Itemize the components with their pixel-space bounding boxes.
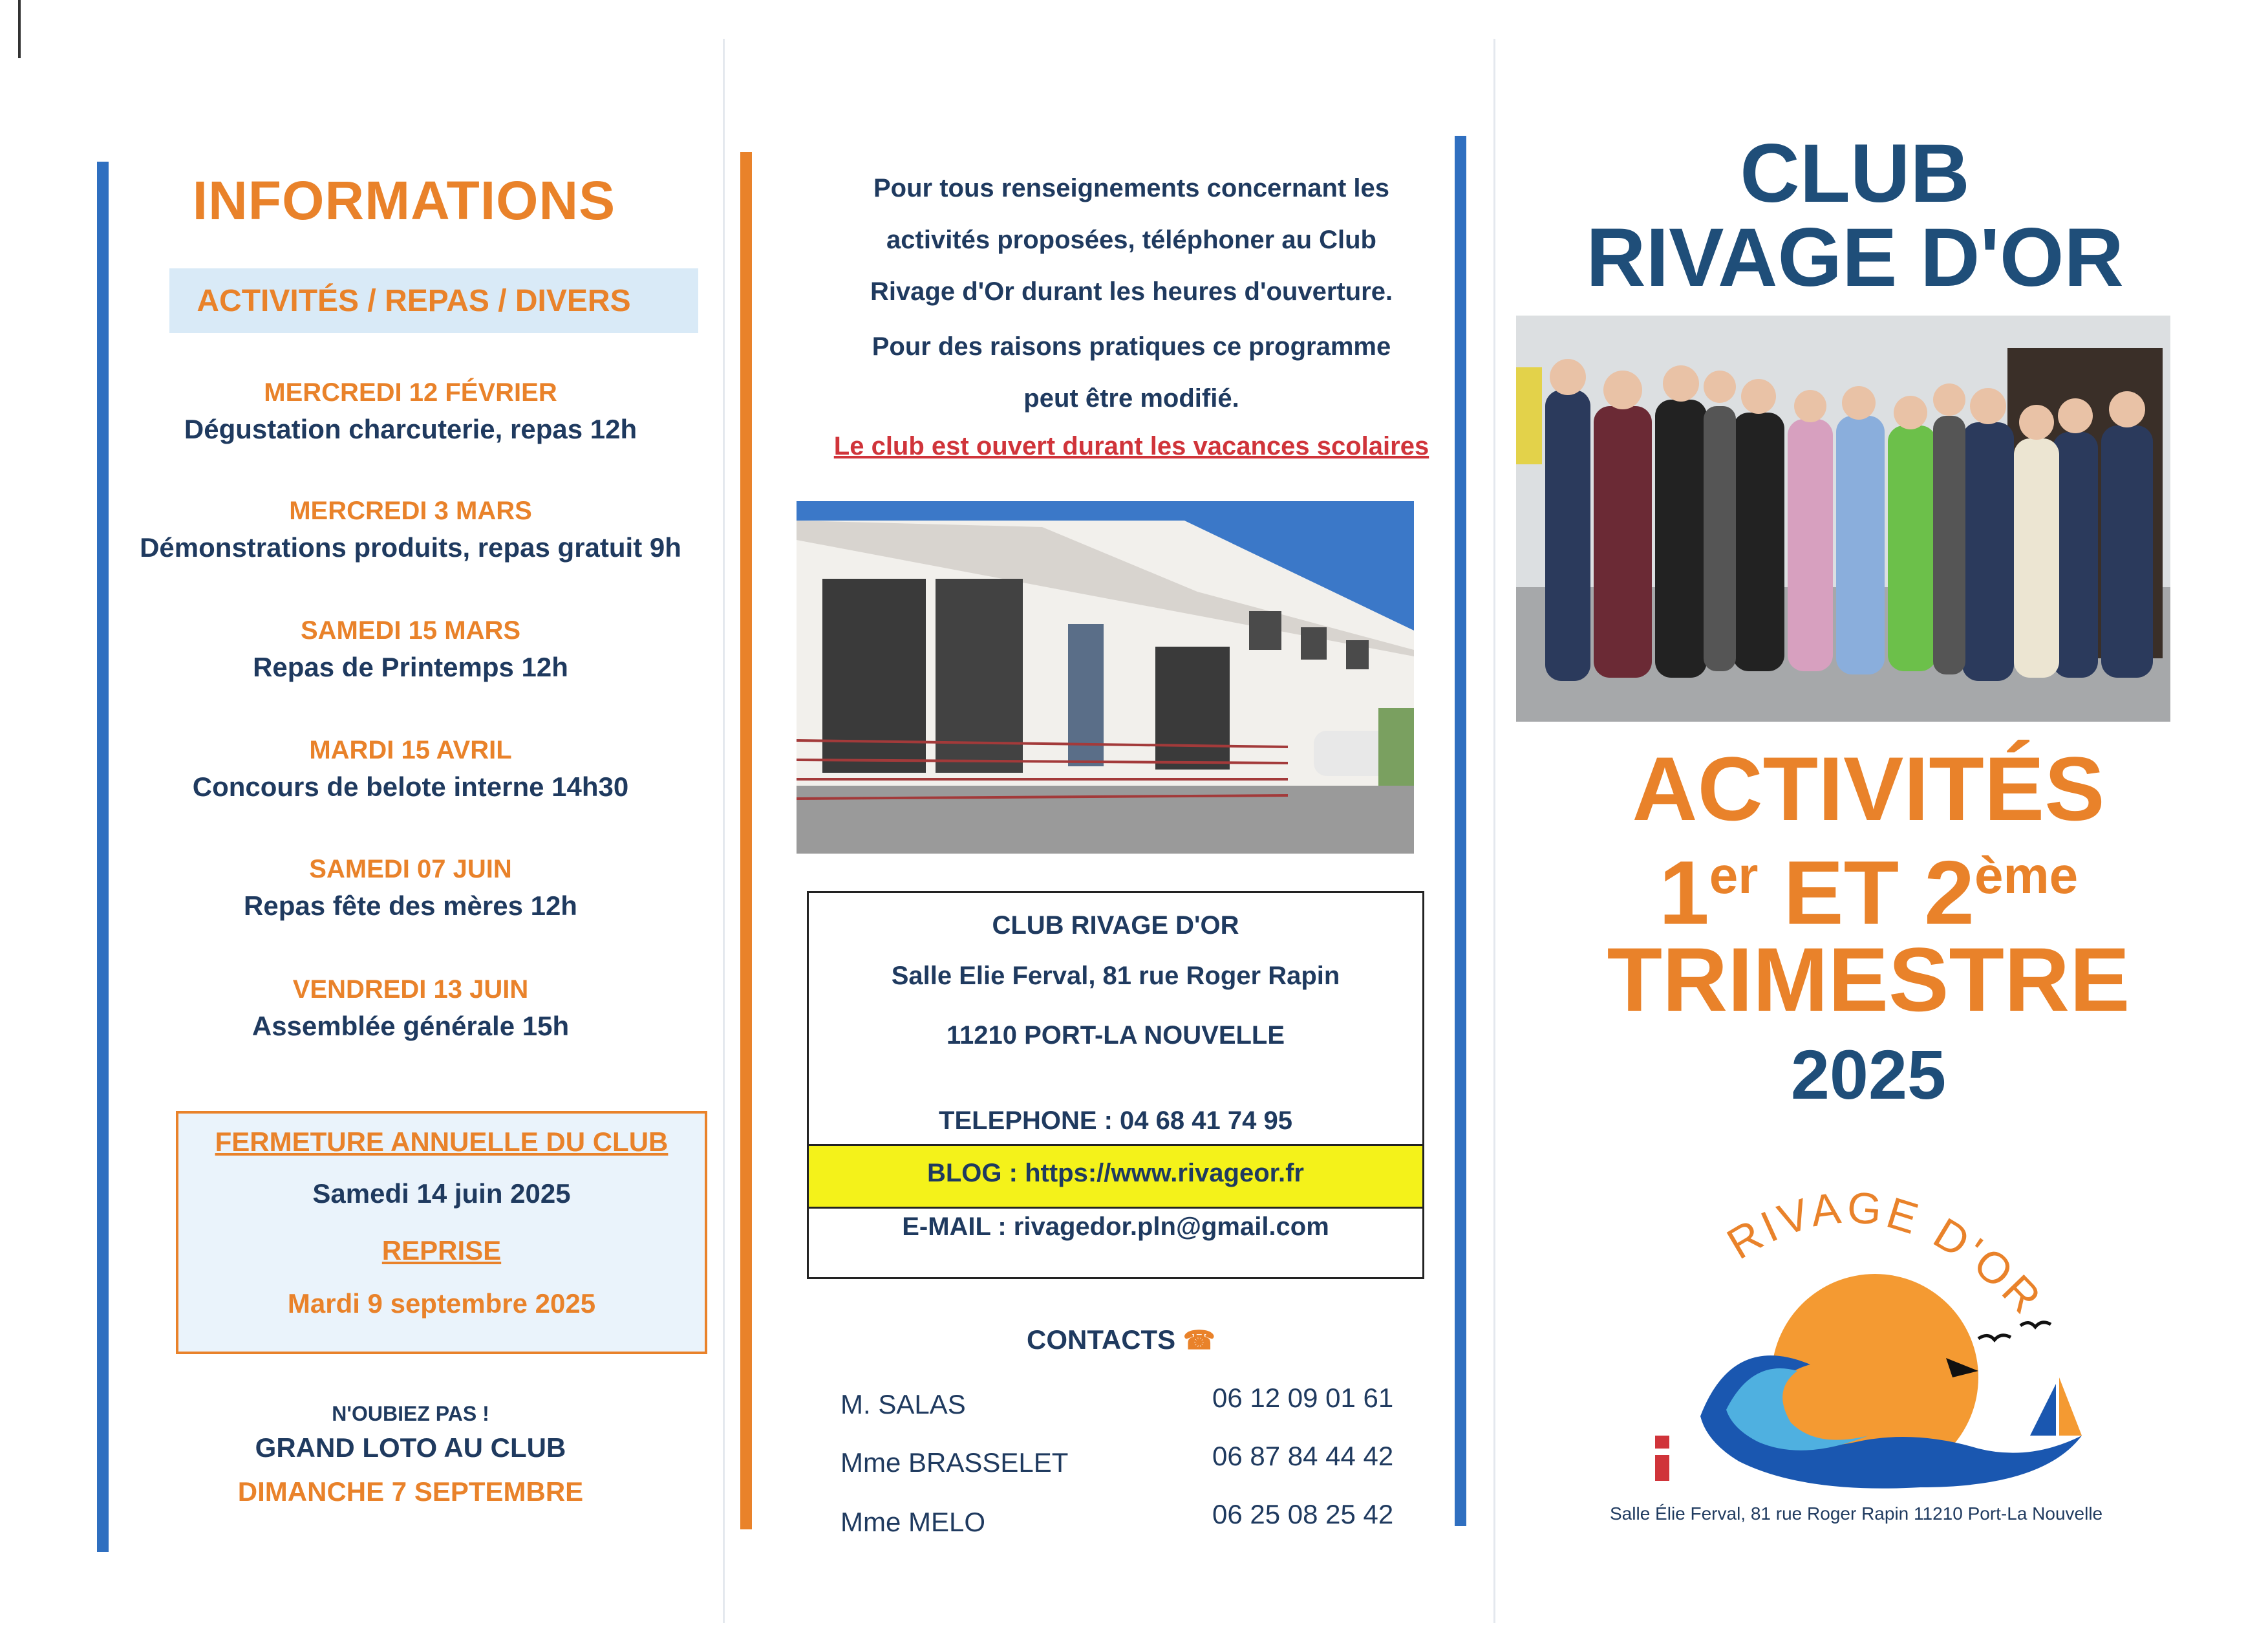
event-desc: Assemblée générale 15h	[251, 1011, 570, 1041]
contact-address: Salle Elie Ferval, 81 rue Roger Rapin	[891, 962, 1340, 990]
building-illustration	[797, 501, 1414, 854]
activities-title-line3: TRIMESTRE	[1607, 928, 2130, 1030]
club-building-photo	[797, 501, 1414, 854]
telephone-icon: ☎	[1182, 1326, 1215, 1355]
contact-name: M. SALAS	[840, 1389, 966, 1419]
quarter-suffix-2: ème	[1974, 846, 2079, 904]
info-line: Pour tous renseignements concernant les	[873, 174, 1389, 202]
contact-city: 11210 PORT-LA NOUVELLE	[946, 1021, 1285, 1050]
club-contact-box	[807, 891, 1424, 1279]
program-line: peut être modifié.	[1023, 384, 1239, 413]
contact-phone: TELEPHONE : 04 68 41 74 95	[939, 1106, 1292, 1135]
event-date: MERCREDI 3 MARS	[289, 497, 532, 525]
contact-phone-number: 06 12 09 01 61	[1212, 1383, 1394, 1413]
club-title-line2: RIVAGE D'OR	[1586, 211, 2124, 304]
club-title-line1: CLUB	[1740, 127, 1970, 220]
contact-blog-link[interactable]: BLOG : https://www.rivageor.fr	[926, 1159, 1304, 1187]
reminder-date: DIMANCHE 7 SEPTEMBRE	[237, 1476, 584, 1507]
right-blue-bar	[1455, 136, 1466, 1526]
event-desc: Concours de belote interne 14h30	[192, 771, 629, 802]
event-desc: Repas fête des mères 12h	[244, 890, 577, 921]
members-group-photo	[1516, 316, 2170, 722]
reprise-date: Mardi 9 septembre 2025	[287, 1288, 596, 1319]
group-illustration	[1516, 316, 2170, 722]
rivage-dor-logo	[1642, 1164, 2095, 1500]
club-address-footer: Salle Élie Ferval, 81 rue Roger Rapin 11210 Port-La Nouvelle	[1610, 1503, 2103, 1524]
reminder-loto: GRAND LOTO AU CLUB	[255, 1432, 566, 1463]
fold-line-1	[723, 39, 725, 1623]
year-title: 2025	[1790, 1035, 1947, 1114]
program-line: Pour des raisons pratiques ce programme	[872, 332, 1391, 361]
contact-phone-number: 06 25 08 25 42	[1212, 1499, 1394, 1529]
scan-edge	[18, 0, 21, 58]
logo-illustration	[1642, 1164, 2095, 1500]
quarter-number-2: 2	[1924, 841, 1974, 943]
annual-closing-box	[176, 1111, 707, 1354]
activities-title-line1: ACTIVITÉS	[1632, 738, 2105, 839]
contact-phone-number: 06 87 84 44 42	[1212, 1441, 1394, 1471]
quarter-suffix-1: er	[1709, 846, 1759, 904]
and-word: ET	[1783, 841, 1899, 943]
contact-email[interactable]: E-MAIL : rivagedor.pln@gmail.com	[902, 1212, 1329, 1241]
blog-highlight	[809, 1144, 1422, 1209]
contact-club-name: CLUB RIVAGE D'OR	[992, 911, 1239, 940]
activities-subtitle: ACTIVITÉS / REPAS / DIVERS	[197, 284, 631, 318]
left-panel	[97, 0, 711, 1649]
left-blue-bar	[97, 162, 109, 1552]
activities-title-line2	[1481, 830, 2256, 943]
contacts-title-text: CONTACTS	[1027, 1324, 1176, 1355]
event-desc: Dégustation charcuterie, repas 12h	[184, 414, 637, 444]
event-date: SAMEDI 07 JUIN	[309, 855, 512, 883]
event-date: MARDI 15 AVRIL	[309, 736, 512, 764]
middle-orange-bar	[740, 152, 752, 1529]
info-line: activités proposées, téléphoner au Club	[886, 226, 1376, 254]
closing-heading: FERMETURE ANNUELLE DU CLUB	[215, 1126, 669, 1157]
activities-title-block	[1481, 738, 2256, 1115]
quarter-number-1: 1	[1658, 841, 1709, 943]
event-desc: Démonstrations produits, repas gratuit 9h	[140, 532, 681, 563]
contact-name: Mme MELO	[840, 1507, 986, 1537]
open-notice: Le club est ouvert durant les vacances scolaires	[833, 432, 1429, 460]
contacts-title	[1027, 1324, 1215, 1355]
event-date: VENDREDI 13 JUIN	[292, 975, 529, 1004]
reprise-label: REPRISE	[381, 1235, 502, 1266]
closing-date: Samedi 14 juin 2025	[312, 1178, 571, 1209]
logo-text: RIVAGE D'OR	[1718, 1182, 2053, 1326]
event-date: SAMEDI 15 MARS	[300, 616, 521, 645]
reminder-small: N'OUBIEZ PAS !	[332, 1402, 489, 1425]
event-desc: Repas de Printemps 12h	[253, 652, 568, 682]
event-date: MERCREDI 12 FÉVRIER	[264, 378, 557, 407]
informations-title: INFORMATIONS	[192, 170, 616, 231]
info-line: Rivage d'Or durant les heures d'ouverture.	[870, 277, 1393, 306]
contact-name: Mme BRASSELET	[840, 1447, 1069, 1478]
